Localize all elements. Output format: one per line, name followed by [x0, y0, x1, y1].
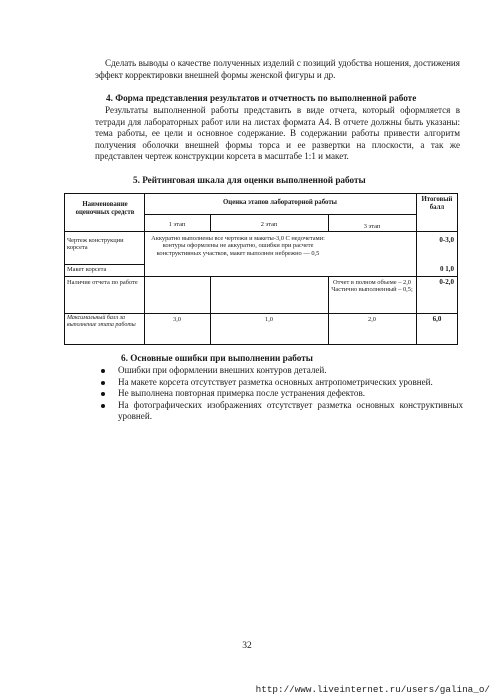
header-stages: Оценка этапов лабораторной работы: [223, 199, 337, 206]
intro-paragraph: Сделать выводы о качестве полученных изделий с позиций удобства ношения, достижения эффект корректировки внешней формы женской фигуры и др.: [95, 58, 460, 80]
page-number: 32: [242, 641, 252, 651]
header-stage3: 3 этап: [363, 223, 381, 230]
header-name: Наименование оценочных средств: [75, 201, 135, 216]
row3-name: Наличие отчета по работе: [67, 279, 138, 286]
header-stage1: 1 этап: [168, 221, 186, 228]
row1-total: 0-3,0: [439, 236, 454, 244]
list-item: Ошибки при оформлении внешних контуров деталей.: [101, 365, 463, 377]
section4-heading: 4. Форма представления результатов и отчетность по выполненной работе: [106, 93, 417, 103]
row4-stage3: 2,0: [368, 316, 376, 323]
bullet-icon: [101, 404, 105, 408]
row3-stage3: Отчет в полном объеме – 2,0 Частично выполненный – 0,5;: [331, 279, 413, 294]
header-total: Итоговый балл: [421, 196, 453, 211]
list-item: На макете корсета отсутствует разметка основных антропометрических уровней.: [101, 377, 463, 389]
bullet-icon: [101, 381, 105, 385]
section4-paragraph: Результаты выполненной работы представить в виде отчета, который оформляется в тетради для лабораторных работ или на листах формата А4. В отчете должны быть указаны: тема работы, ее цели и основное содержание. В содержании работы привести алгоритм получения оболочки внешней формы торса и ее развертки на плоскости, а так же представлен чертеж конструкции корсета в масштабе 1:1 и макет.: [95, 105, 460, 162]
row4-stage1: 3,0: [173, 316, 181, 323]
row1-name: Чертеж конструкции корсета: [67, 237, 124, 252]
rating-table: [64, 193, 458, 345]
section5-heading: 5. Рейтинговая шкала для оценки выполненной работы: [133, 175, 366, 185]
row4-name: Максимальный балл за выполнение этапа работы: [67, 315, 136, 328]
list-item: Не выполнена повторная примерка после устранения дефектов.: [101, 388, 463, 400]
bullet-icon: [101, 369, 105, 373]
row1-description: Аккуратно выполнены все чертежи и макеты-3,0 С недочетами: контуры оформлены не аккуратно, ошибки при расчете конструктивных участков, макет выполнен небрежно — 0,5: [151, 235, 325, 257]
row2-name: Макет корсета: [67, 266, 107, 273]
row3-total: 0-2,0: [439, 278, 454, 286]
list-item: На фотографических изображениях отсутствует разметка основных конструктивных уровней.: [101, 400, 463, 423]
section6-heading: 6. Основные ошибки при выполнении работы: [121, 353, 313, 363]
row4-stage2: 1,0: [265, 316, 273, 323]
watermark-url: http://www.liveinternet.ru/users/galina_o/: [255, 684, 490, 695]
row2-total: 0 1,0: [440, 265, 454, 273]
bullet-icon: [101, 392, 105, 396]
header-stage2: 2 этап: [260, 221, 278, 228]
errors-list: [101, 365, 463, 423]
row4-total: 6,0: [432, 315, 442, 323]
